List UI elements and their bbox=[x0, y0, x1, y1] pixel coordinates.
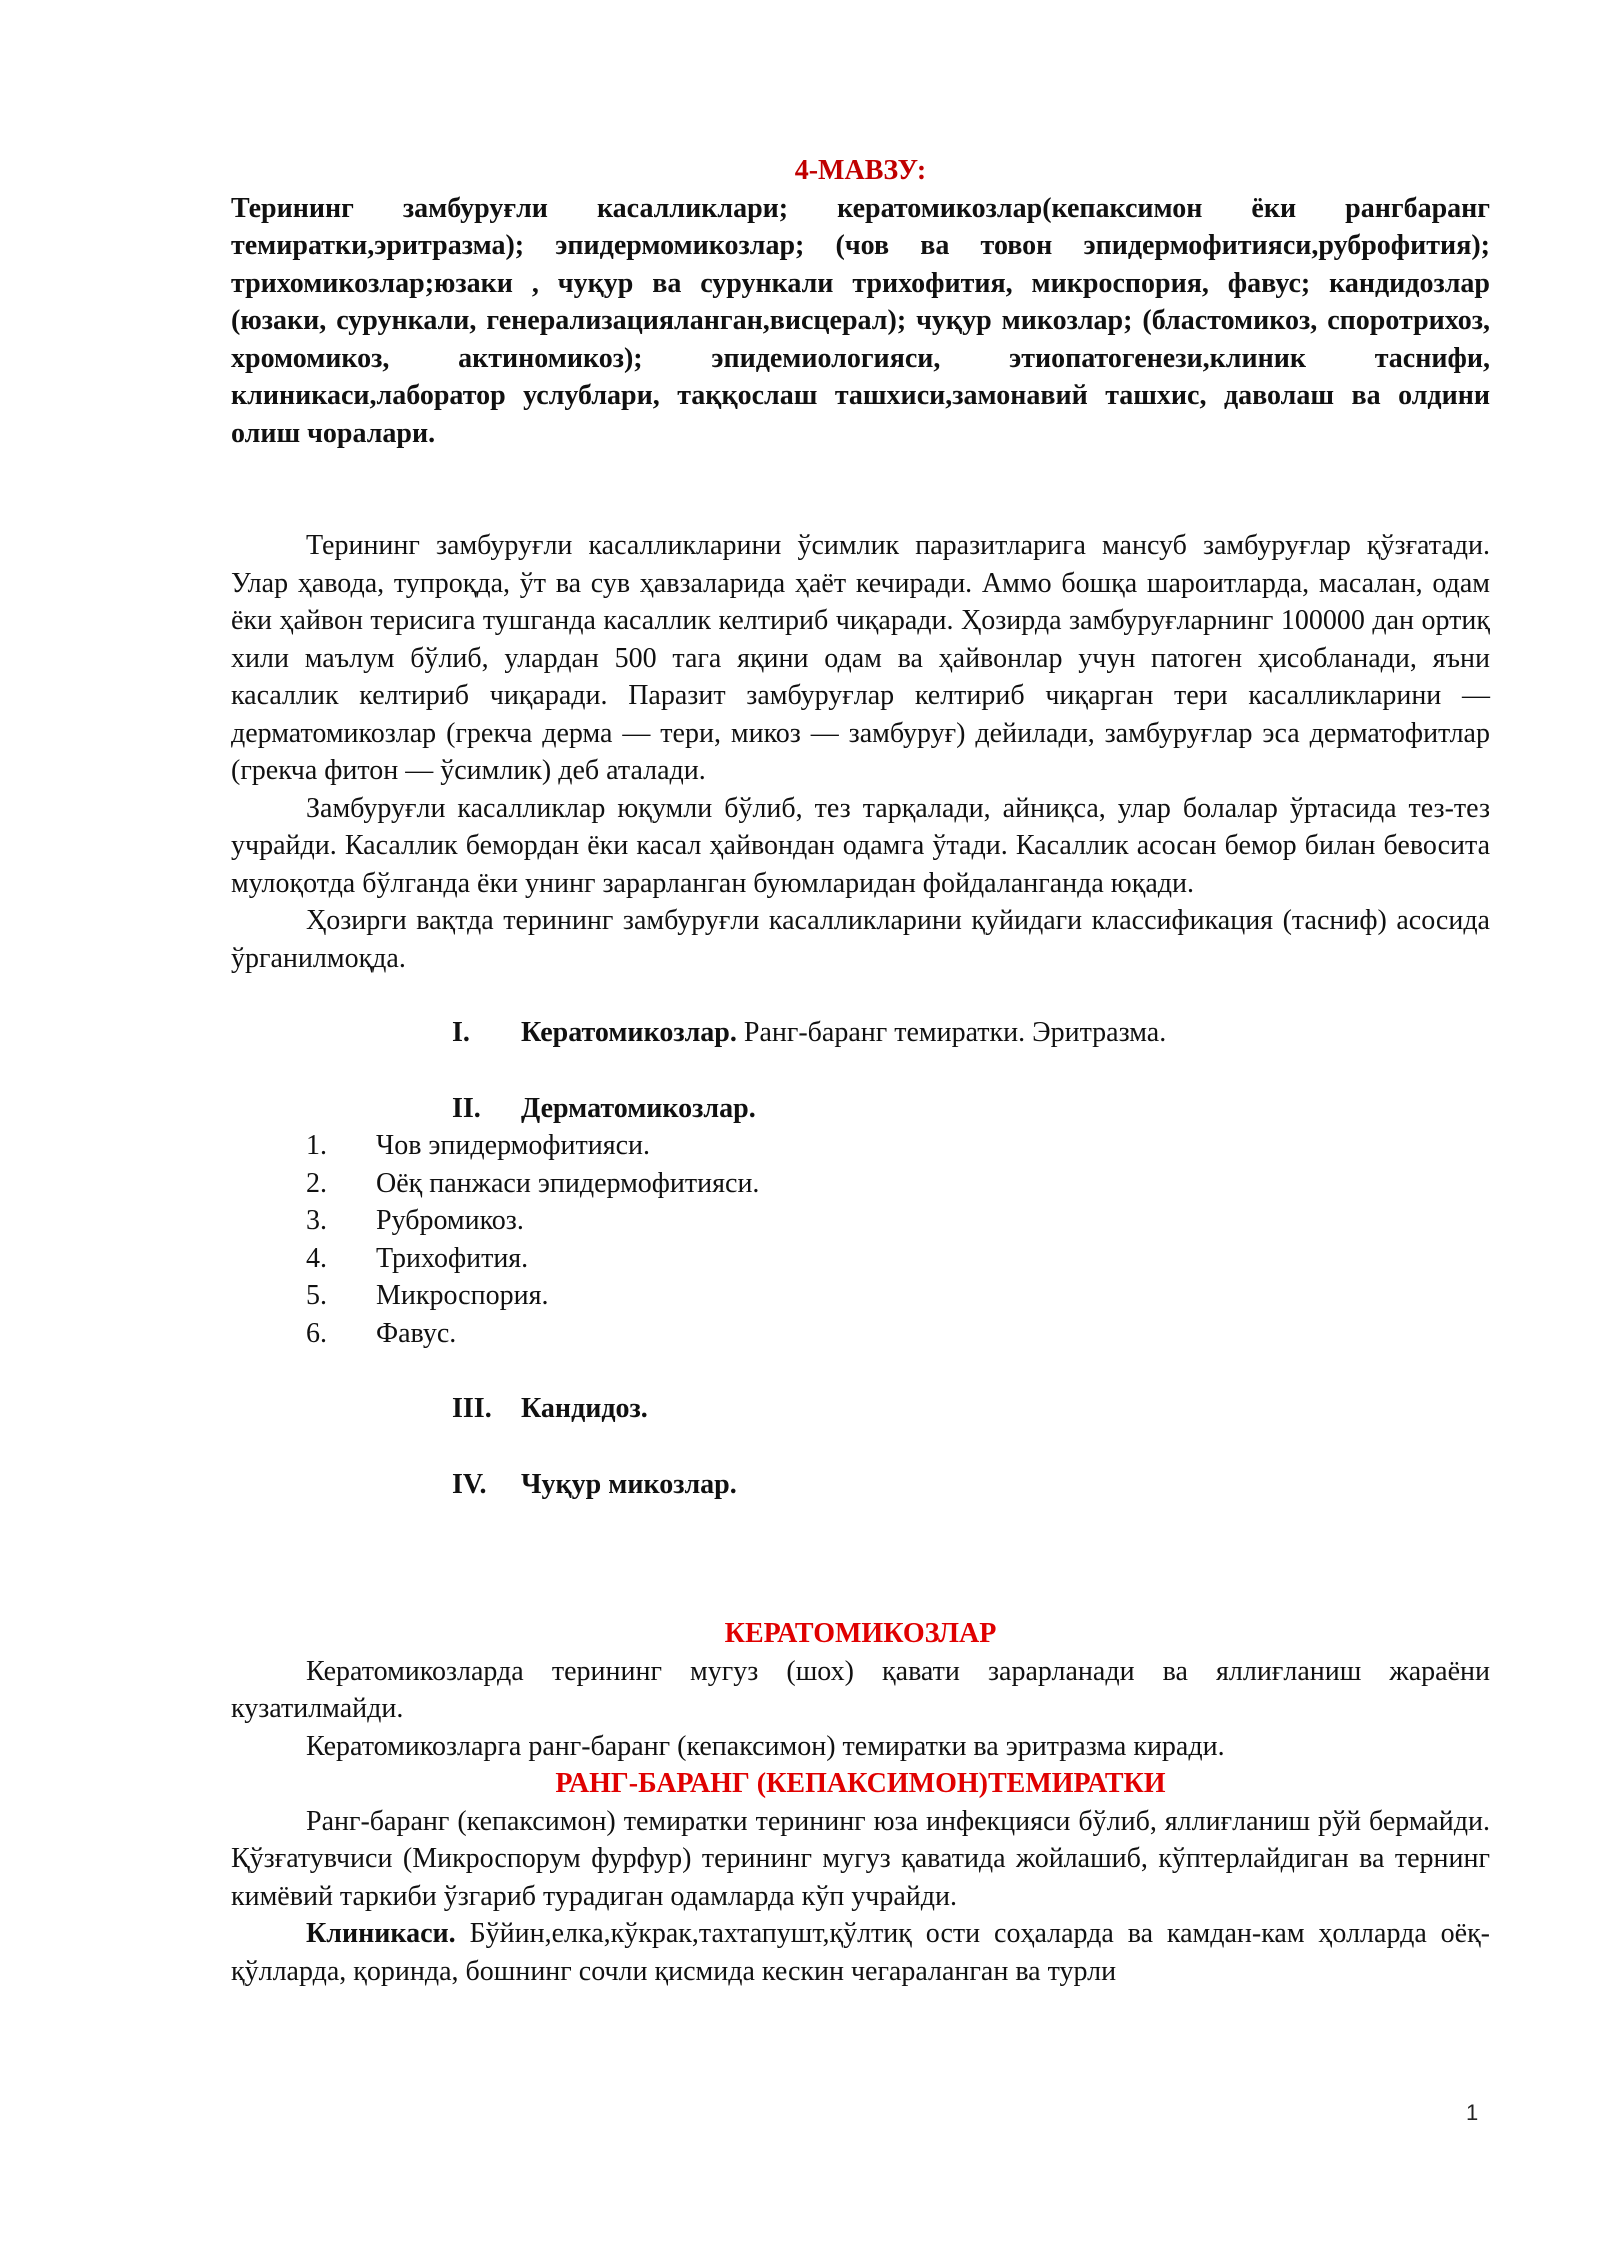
classification-group-2 bbox=[231, 1090, 1490, 1128]
spacer bbox=[231, 977, 1490, 1014]
group-number: IV. bbox=[452, 1468, 487, 1500]
keratomycoses-paragraph-2: Кератомикозларга ранг-баранг (кепаксимон) темиратки ва эритразма киради. bbox=[306, 1730, 1225, 1762]
classification-group-3 bbox=[231, 1390, 1490, 1428]
group-text bbox=[521, 1090, 756, 1128]
spacer bbox=[231, 1352, 1490, 1390]
section-heading-keratomycoses: КЕРАТОМИКОЗЛАР bbox=[724, 1618, 997, 1649]
spacer bbox=[231, 1503, 1490, 1615]
group-number: I. bbox=[452, 1017, 470, 1048]
spacer bbox=[231, 452, 1490, 527]
topic-label: 4-МАВЗУ: bbox=[794, 155, 927, 186]
group-description: Ранг-баранг темиратки. Эритразма. bbox=[736, 1017, 1167, 1048]
group-text bbox=[521, 1466, 737, 1504]
list-item-text: Трихофития. bbox=[376, 1242, 529, 1274]
list-item-number: 4. bbox=[306, 1242, 327, 1274]
page-number: 1 bbox=[1466, 2100, 1479, 2125]
clinic-text: Бўйин,елка,кўкрак,тахтапушт,қўлтиқ ости соҳаларда ва камдан-кам ҳолларда оёқ-қўлларда, қоринда, бошнинг сочли қисмида кескин чегараланган ва турли bbox=[231, 1918, 1490, 1987]
clinic-paragraph bbox=[231, 1915, 1490, 1990]
list-item-number: 5. bbox=[306, 1280, 327, 1311]
group-title: Дерматомикозлар. bbox=[521, 1092, 756, 1124]
section-heading-pityriasis: РАНГ-БАРАНГ (КЕПАКСИМОН)ТЕМИРАТКИ bbox=[555, 1768, 1166, 1799]
spacer bbox=[231, 1428, 1490, 1466]
group-number: III. bbox=[452, 1393, 492, 1424]
list-item-number: 3. bbox=[306, 1205, 327, 1236]
list-item-text: Фавус. bbox=[376, 1317, 457, 1349]
list-item-text: Чов эпидермофитияси. bbox=[376, 1130, 651, 1161]
group-title: Чуқур микозлар. bbox=[521, 1468, 737, 1500]
list-item bbox=[231, 1277, 1490, 1315]
intro-paragraph-3: Ҳозирги вақтда терининг замбуруғли касалликларини қуйидаги классификация (тасниф) асосида ўрганилмоқда. bbox=[231, 905, 1490, 974]
list-item-number: 1. bbox=[306, 1130, 327, 1161]
list-item-text: Оёқ панжаси эпидермофитияси. bbox=[376, 1167, 760, 1199]
list-item-text: Микроспория. bbox=[376, 1280, 549, 1311]
group-text bbox=[521, 1014, 1166, 1052]
group-title: Кандидоз. bbox=[521, 1393, 648, 1424]
list-item-number: 2. bbox=[306, 1167, 327, 1199]
list-item bbox=[231, 1315, 1490, 1353]
clinic-label: Клиникаси. bbox=[306, 1918, 456, 1949]
pityriasis-paragraph: Ранг-баранг (кепаксимон) темиратки терининг юза инфекцияси бўлиб, яллиғланиш рўй бермайди. Қўзғатувчиси (Микроспорум фурфур) терининг мугуз қаватида жойлашиб, кўптерлайдиган ва тернинг кимёвий таркиби ўзгариб турадиган одамларда кўп учрайди. bbox=[231, 1805, 1490, 1912]
spacer bbox=[231, 1052, 1490, 1090]
group-number: II. bbox=[452, 1092, 481, 1124]
classification-group-4 bbox=[231, 1466, 1490, 1504]
intro-paragraph-1: Терининг замбуруғли касалликларини ўсимлик паразитларига мансуб замбуруғлар қўзғатади. Улар ҳавода, тупроқда, ўт ва сув ҳавзаларида ҳаёт кечиради. Аммо бошқа шароитларда, масалан, одам ёки ҳайвон терисига тушганда касаллик келтириб чиқаради. Ҳозирда замбуруғларнинг 100000 дан ортиқ хили маълум бўлиб, улардан 500 тага яқини одам ва ҳайвонлар учун патоген ҳисобланади, яъни касаллик келтириб чиқаради. Паразит замбуруғлар келтириб чиқарган тери касалликларини — дерматомикозлар (грекча дерма — тери, микоз — замбуруғ) дейилади, замбуруғлар эса дерматофитлар (грекча фитон — ўсимлик) деб аталади. bbox=[231, 530, 1490, 786]
list-item-text: Рубромикоз. bbox=[376, 1205, 524, 1236]
group-text bbox=[521, 1390, 648, 1428]
list-item bbox=[231, 1240, 1490, 1278]
intro-paragraph-2: Замбуруғли касалликлар юқумли бўлиб, тез тарқалади, айниқса, улар болалар ўртасида тез-тез учрайди. Касаллик бемордан ёки касал ҳайвондан одамга ўтади. Касаллик асосан бемор билан бевосита мулоқотда бўлганда ёки унинг зарарланган буюмларидан фойдаланганда юқади. bbox=[231, 792, 1490, 899]
list-item bbox=[231, 1165, 1490, 1203]
classification-group-1 bbox=[231, 1014, 1490, 1052]
keratomycoses-paragraph-1: Кератомикозларда терининг мугуз (шох) қавати зарарланади ва яллиғланиш жараёни кузатилмайди. bbox=[231, 1655, 1490, 1724]
group-title: Кератомикозлар. bbox=[521, 1017, 737, 1048]
page-content bbox=[231, 152, 1490, 1990]
topic-title: Терининг замбуруғли касалликлари; кератомикозлар(кепаксимон ёки рангбаранг темиратки,эритразма); эпидермомикозлар; (чов ва товон эпидермофитияси,руброфития); трихомикозлар;юзаки , чуқур ва сурункали трихофития, микроспория, фавус; кандидозлар (юзаки, сурункали, генерализацияланган,висцерал); чуқур микозлар; (бластомикоз, споротрихоз, хромомикоз, актиномикоз); эпидемиологияси, этиопатогенези,клиник таснифи, клиникаси,лаборатор услублари, таққослаш ташхиси,замонавий ташхис, даволаш ва олдини олиш чоралари. bbox=[231, 192, 1490, 449]
list-item-number: 6. bbox=[306, 1317, 327, 1349]
list-item bbox=[231, 1127, 1490, 1165]
list-item bbox=[231, 1202, 1490, 1240]
